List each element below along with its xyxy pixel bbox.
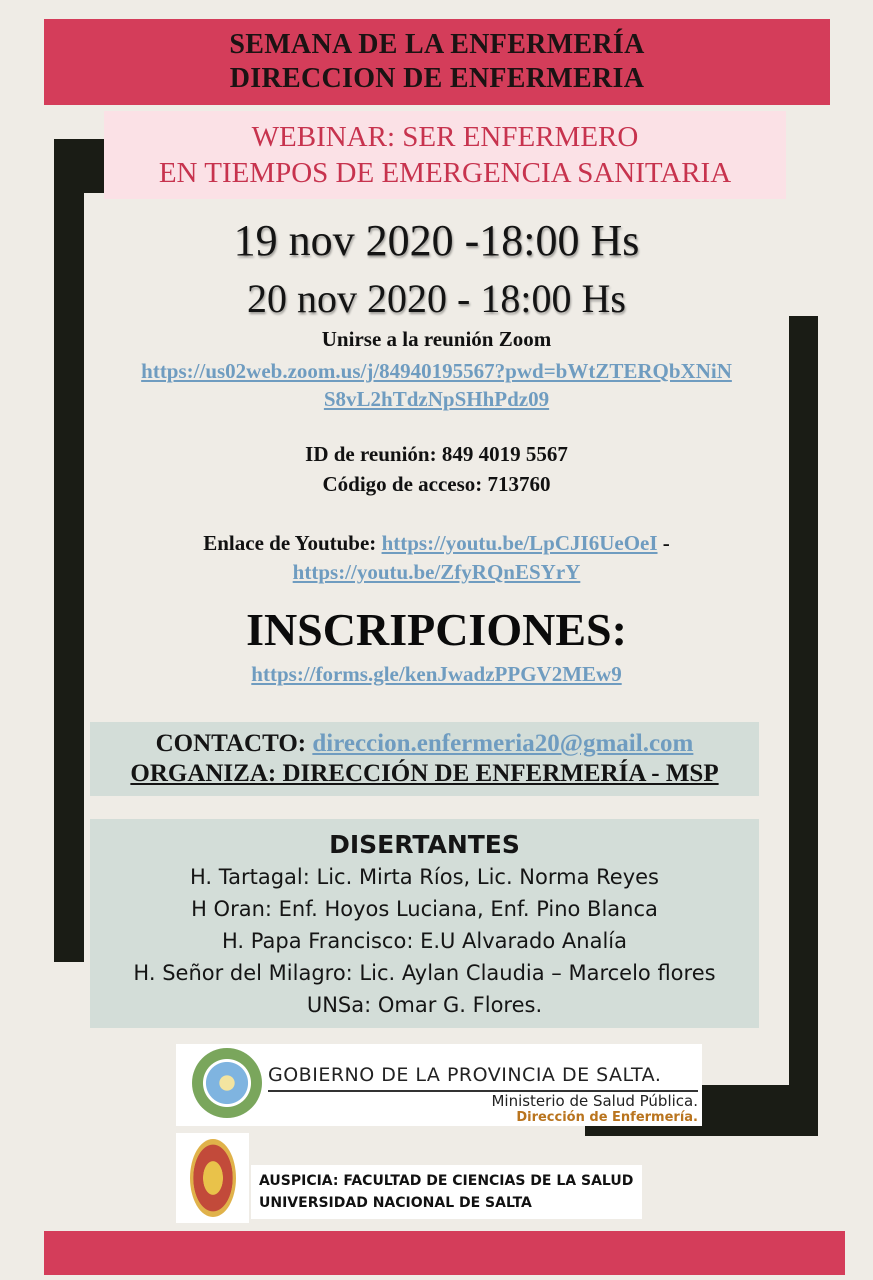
speaker-item: H Oran: Enf. Hoyos Luciana, Enf. Pino Blanca — [191, 897, 658, 921]
contact-row — [156, 729, 694, 759]
speaker-item: H. Tartagal: Lic. Mirta Ríos, Lic. Norma Reyes — [190, 865, 659, 889]
speakers-title: DISERTANTES — [329, 830, 520, 859]
header-subtitle: DIRECCION DE ENFERMERIA — [229, 63, 645, 94]
footer-band — [44, 1231, 845, 1275]
decorative-bar-left-top — [54, 139, 104, 193]
access-code: Código de acceso: 713760 — [322, 472, 551, 496]
youtube-separator: - — [657, 531, 670, 555]
university-emblem-box — [176, 1133, 249, 1223]
date-first: 19 nov 2020 -18:00 Hs — [233, 216, 640, 265]
university-emblem-icon — [190, 1139, 236, 1217]
webinar-subtitle: EN TIEMPOS DE EMERGENCIA SANITARIA — [158, 157, 732, 189]
salta-seal-icon — [192, 1048, 262, 1118]
contact-box — [90, 722, 759, 796]
webinar-title: WEBINAR: SER ENFERMERO — [251, 121, 639, 153]
header-band — [44, 19, 830, 105]
contact-label: CONTACTO: — [155, 730, 307, 757]
youtube-section — [0, 529, 873, 587]
decorative-bar-right — [789, 316, 818, 1136]
date-second: 20 nov 2020 - 18:00 Hs — [247, 276, 626, 321]
sponsor-box — [251, 1165, 642, 1219]
youtube-link-1[interactable]: https://youtu.be/LpCJI6UeOeI — [381, 531, 658, 555]
ministry-name: Ministerio de Salud Pública. — [491, 1092, 698, 1110]
direction-name: Dirección de Enfermería. — [516, 1110, 698, 1125]
speaker-item: H. Papa Francisco: E.U Alvarado Analía — [222, 929, 627, 953]
sponsor-line1: AUSPICIA: FACULTAD DE CIENCIAS DE LA SALUD — [259, 1173, 634, 1189]
youtube-link-2[interactable]: https://youtu.be/ZfyRQnESYrY — [292, 560, 581, 584]
header-title: SEMANA DE LA ENFERMERÍA — [229, 29, 645, 60]
zoom-link — [0, 357, 873, 413]
youtube-label: Enlace de Youtube: — [203, 531, 377, 555]
government-logo — [176, 1044, 702, 1126]
organizer: ORGANIZA: DIRECCIÓN DE ENFERMERÍA - MSP — [130, 760, 719, 787]
registration-link-row — [0, 662, 873, 687]
speakers-box — [90, 819, 759, 1028]
contact-email[interactable]: direccion.enfermeria20@gmail.com — [312, 730, 694, 757]
zoom-join-label: Unirse a la reunión Zoom — [321, 327, 552, 351]
government-title: GOBIERNO DE LA PROVINCIA DE SALTA. — [268, 1064, 662, 1086]
zoom-url-line1[interactable]: https://us02web.zoom.us/j/84940195567?pwd=bWtZTERQbXNiN — [141, 359, 732, 383]
sponsor-line2: UNIVERSIDAD NACIONAL DE SALTA — [259, 1195, 532, 1211]
webinar-band — [104, 111, 786, 199]
zoom-url-line2[interactable]: S8vL2hTdzNpSHhPdz09 — [323, 387, 550, 411]
speaker-item: H. Señor del Milagro: Lic. Aylan Claudia – Marcelo flores — [133, 961, 716, 985]
meeting-id: ID de reunión: 849 4019 5567 — [305, 442, 568, 466]
registration-title: INSCRIPCIONES: — [246, 604, 627, 655]
speaker-item: UNSa: Omar G. Flores. — [306, 993, 543, 1017]
registration-link[interactable]: https://forms.gle/kenJwadzPPGV2MEw9 — [251, 662, 622, 686]
